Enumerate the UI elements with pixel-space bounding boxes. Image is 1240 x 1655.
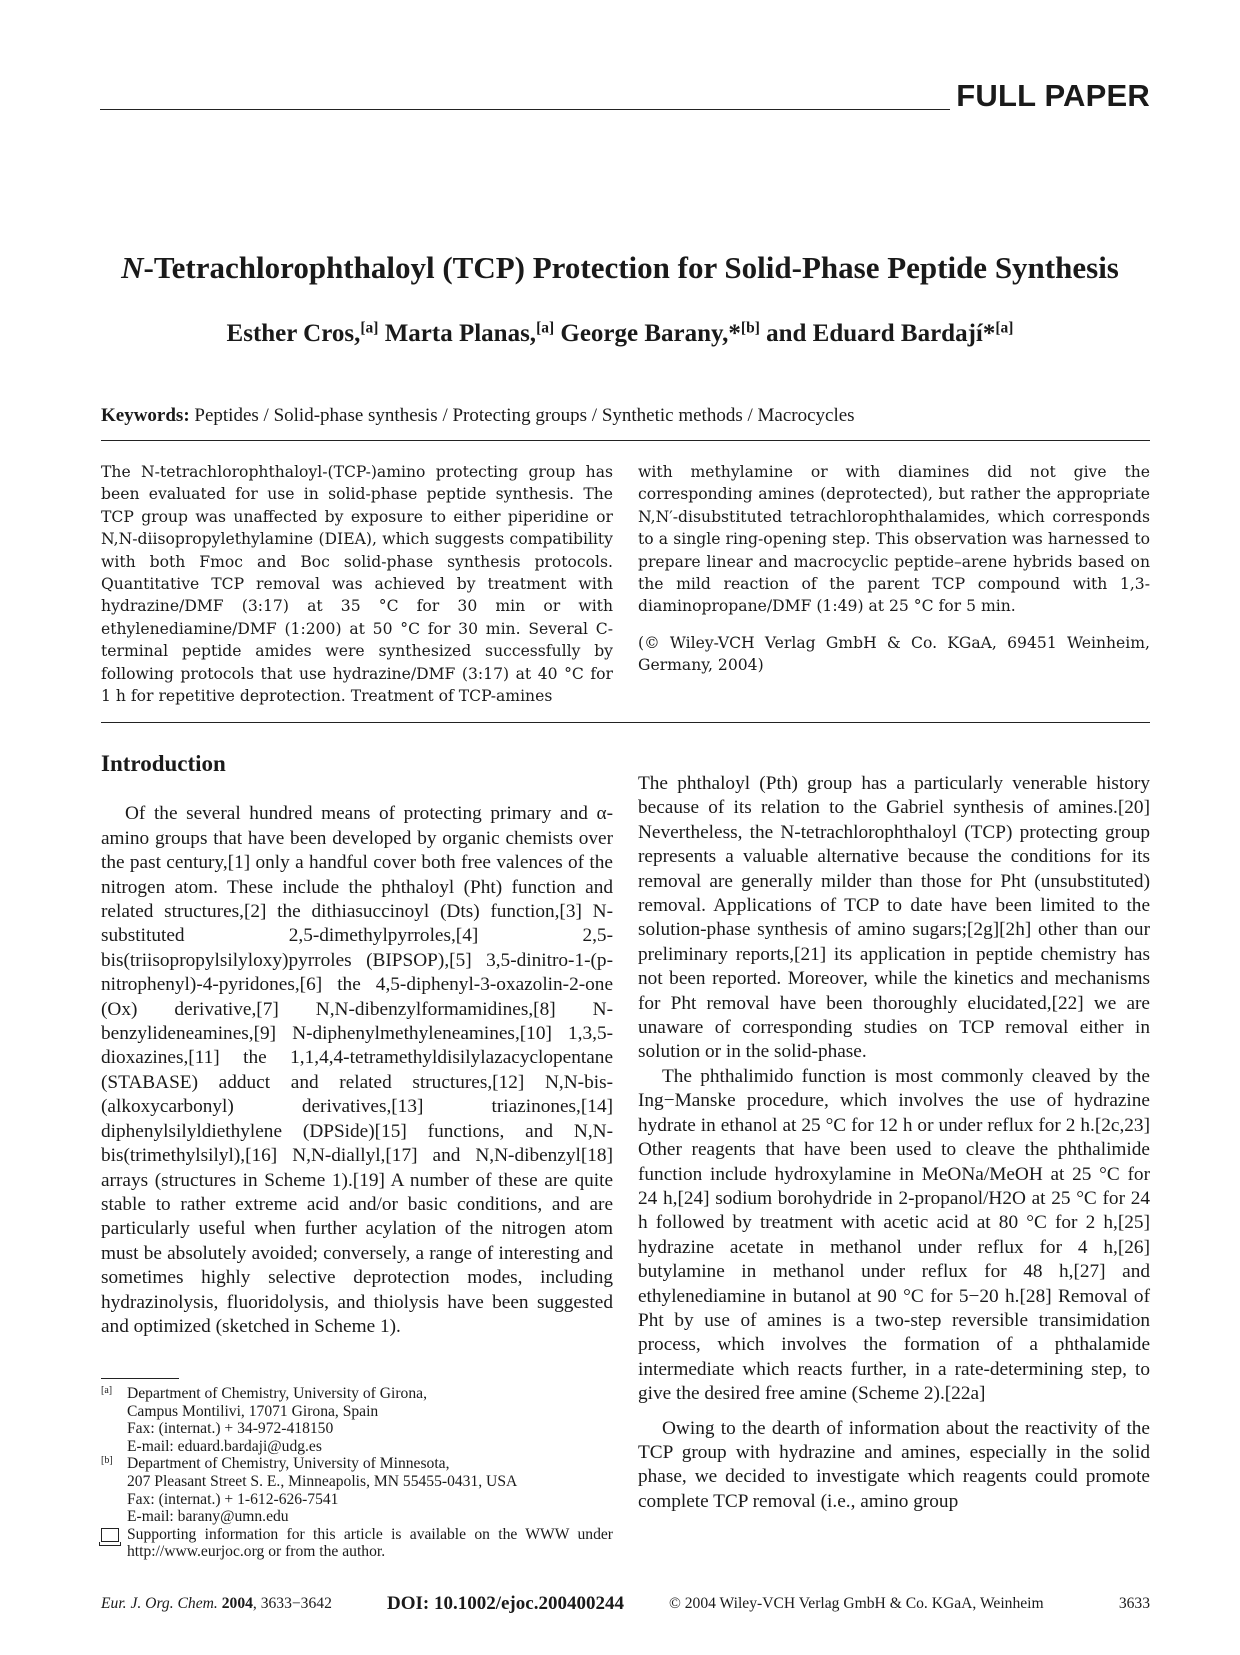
affiliation-mark: [a] [995,319,1014,337]
journal-citation: Eur. J. Org. Chem. 2004, 3633−3642 [101,1595,332,1612]
header-rule [100,109,950,110]
author-list [80,320,1160,348]
doi: DOI: 10.1002/ejoc.200400244 [387,1593,624,1614]
computer-icon [101,1528,119,1542]
footnote-line: Campus Montilivi, 17071 Girona, Spain [127,1402,379,1420]
abstract-right [638,461,1150,677]
footnote-mark: [a] [101,1385,113,1396]
footnote-line: E-mail: barany@umn.edu [127,1508,289,1526]
footnote-line: Fax: (internat.) + 34-972-418150 [127,1420,334,1438]
footnotes [101,1385,613,1561]
keywords [101,405,855,427]
intro-paragraph: The phthaloyl (Pth) group has a particularly venerable history because of its relation to the Gabriel synthesis of amines.[20] Nevertheless, the N-tetrachlorophthaloyl (TCP) protecting group represents a valuable alternative because the conditions for its removal are generally milder than those for Pht (unsubstituted) removal. Applications of TCP to date have been limited to the solution-phase synthesis of amino sugars;[2g][2h] other than our preliminary reports,[21] its application in peptide chemistry has not been reported. Moreover, while the kinetics and mechanisms for Pht removal have been thoroughly elucidated,[22] we are unaware of corresponding studies on TCP removal either in solution or in the solid-phase. [638,773,1150,1063]
affiliation-mark: [a] [536,319,555,337]
abstract-right-text: with methylamine or with diamines did not give the corresponding amines (deprotected), but rather the appropriate N,N′-disubstituted tetrachlorophthalamides, which corresponds to a single ring-opening step. This observation was harnessed to prepare linear and macrocyclic peptide–arene hybrids based on the mild reaction of the parent TCP compound with 1,3-diaminopropane/DMF (1:49) at 25 °C for 5 min. [638,463,1150,616]
section-heading: Introduction [101,751,226,776]
intro-left-column [101,751,613,1339]
running-header [100,78,1150,114]
footnote-line: Department of Chemistry, University of Minnesota, [127,1455,450,1473]
supporting-info-text: Supporting information for this article is available on the WWW under http://www.eurjoc.org or from the author. [127,1525,613,1561]
footnote-rule [101,1378,179,1379]
author-name: Esther Cros, [226,320,361,347]
keywords-text: Peptides / Solid-phase synthesis / Protecting groups / Synthetic methods / Macrocycles [194,405,855,426]
author-name: Marta Planas, [384,320,537,347]
author-name: George Barany,* [560,320,741,347]
abstract-bottom-rule [101,722,1150,723]
affiliation-mark: [a] [360,319,379,337]
abstract-copyright: (© Wiley-VCH Verlag GmbH & Co. KGaA, 69451 Weinheim, Germany, 2004) [638,633,1150,675]
article-title: N-Tetrachlorophthaloyl (TCP) Protection for Solid-Phase Peptide Synthesis [121,250,1119,285]
keywords-label: Keywords: [101,405,190,426]
abstract-top-rule [101,440,1150,441]
footnote-a [101,1385,613,1455]
abstract-left: The N-tetrachlorophthaloyl-(TCP-)amino protecting group has been evaluated for use in solid-phase peptide synthesis. The TCP group was unaffected by exposure to either piperidine or N,N-diisopropylethylamine (DIEA), which suggests compatibility with both Fmoc and Boc solid-phase synthesis protocols. Quantitative TCP removal was achieved by treatment with hydrazine/DMF (3:17) at 35 °C for 30 min or with ethylenediamine/DMF (1:200) at 50 °C for 30 min. Several C-terminal peptide amides were synthesized successfully by following protocols that use hydrazine/DMF (3:17) at 40 °C for 1 h for repetitive deprotection. Treatment of TCP-amines [101,463,613,706]
footnote-mark: [b] [101,1455,113,1467]
footer-copyright: © 2004 Wiley-VCH Verlag GmbH & Co. KGaA, Weinheim [669,1595,1044,1612]
affiliation-mark: [b] [740,319,760,337]
page-number: 3633 [1118,1595,1150,1612]
footnote-b [101,1455,613,1525]
footnote-supporting [101,1526,613,1561]
footnote-line: Department of Chemistry, University of Girona, [127,1385,427,1402]
footnote-line: 207 Pleasant Street S. E., Minneapolis, MN 55455-0431, USA [127,1472,518,1490]
footnote-line: Fax: (internat.) + 1-612-626-7541 [127,1490,339,1508]
intro-paragraph: Of the several hundred means of protecting primary and α-amino groups that have been developed by organic chemists over the past century,[1] only a handful cover both free valences of the nitrogen atom. These include the phthaloyl (Pht) function and related structures,[2] the dithiasuccinoyl (Dts) function,[3] N-substituted 2,5-dimethylpyrroles,[4] 2,5-bis(triisopropylsilyloxy)pyrroles (BIPSOP),[5] 3,5-dinitro-1-(p-nitrophenyl)-4-pyridones,[6] the 4,5-diphenyl-3-oxazolin-2-one (Ox) derivative,[7] N,N-dibenzylformamidines,[8] N-benzylideneamines,[9] N-diphenylmethyleneamines,[10] 1,3,5-dioxazines,[11] the 1,1,4,4-tetramethyldisilylazacyclopentane (STABASE) adduct and related structures,[12] N,N-bis-(alkoxycarbonyl) derivatives,[13] triazinones,[14] diphenylsilyldiethylene (DPSide)[15] functions, and N,N-bis(trimethylsilyl),[16] N,N-diallyl,[17] and N,N-dibenzyl[18] arrays (structures in Scheme 1).[19] A number of these are quite stable to rather extreme acid and/or basic conditions, and are particularly useful when further acylation of the nitrogen atom must be absolutely avoided; conversely, a range of interesting and sometimes highly selective deprotection modes, including hydrazinolysis, fluoridolysis, and thiolysis have been suggested and optimized (sketched in Scheme 1). [101,803,613,1337]
intro-right-column [638,772,1150,1514]
footnote-line: E-mail: eduard.bardaji@udg.es [127,1437,322,1455]
author-name: and Eduard Bardají* [766,320,996,347]
intro-paragraph: The phthalimido function is most commonly cleaved by the Ing−Manske procedure, which involves the use of hydrazine hydrate in ethanol at 25 °C for 12 h or under reflux for 2 h.[2c,23] Other reagents that have been used to cleave the phthalimide function include hydroxylamine in MeONa/MeOH at 25 °C for 24 h,[24] sodium borohydride in 2-propanol/H2O at 25 °C for 24 h followed by treatment with acetic acid at 80 °C for 2 h,[25] hydrazine acetate in methanol under reflux for 4 h,[26] butylamine in methanol under reflux for 48 h,[27] and ethylenediamine in butanol at 90 °C for 5−20 h.[28] Removal of Pht by use of amines is a two-step reversible transimidation process, which involves the formation of a phthalamide intermediate which reacts further, in a rate-determining step, to give the desired free amine (Scheme 2).[22a] [638,1065,1150,1405]
intro-paragraph: Owing to the dearth of information about the reactivity of the TCP group with hydrazine and amines, especially in the solid phase, we decided to investigate which reagents could promote complete TCP removal (i.e., amino group [638,1417,1150,1512]
section-label: FULL PAPER [956,78,1150,113]
